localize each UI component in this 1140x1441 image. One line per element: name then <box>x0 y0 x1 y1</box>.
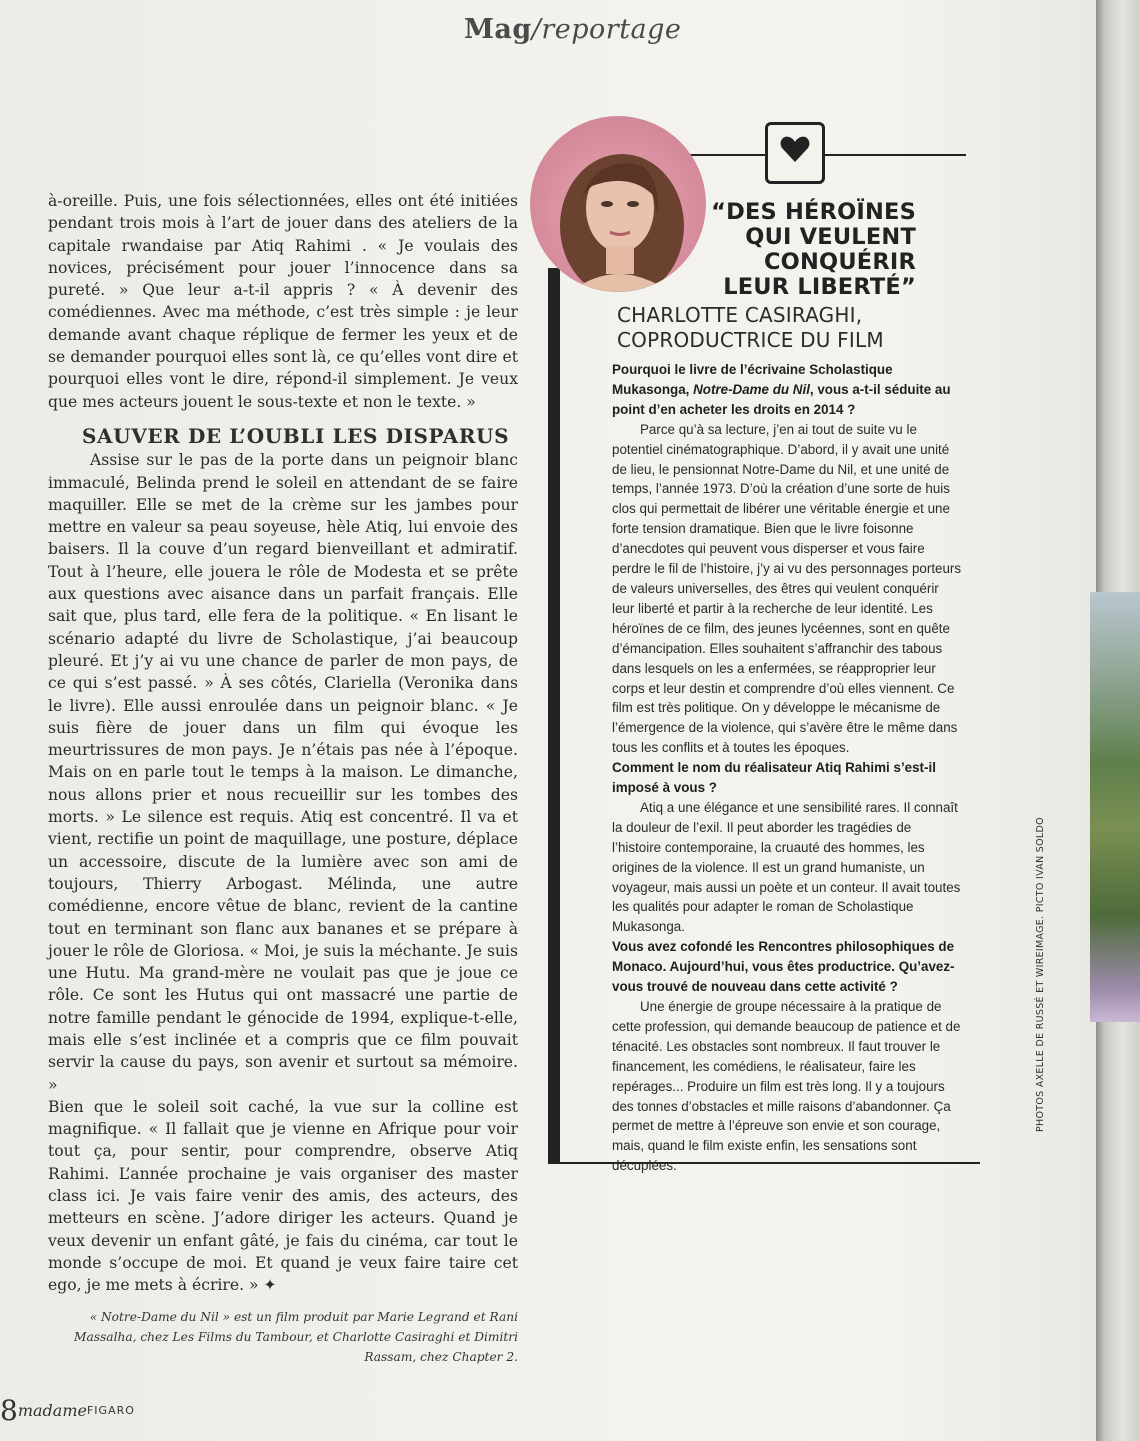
pull-quote-line-4: LEUR LIBERTÉ” <box>723 274 916 300</box>
byline-name: CHARLOTTE CASIRAGHI, <box>617 303 863 327</box>
article-paragraph-3: Bien que le soleil soit caché, la vue sur la colline est magnifique. « Il fallait que je vienne en Afrique pour voir tout ça, pour sentir, pour comprendre, observe Atiq Rahimi. L’année prochaine je vais organiser des master class ici. Je vais faire venir des amis, des acteurs, des metteurs en scène. J’adore diriger les acteurs. Quand je veux devenir un enfant gâté, je fais du cinéma, car tout le monde s’occupe de moi. Et quand je veux faire taire cet ego, je me mets à écrire. » ✦ <box>48 1097 518 1295</box>
article-subhead: SAUVER DE L’OUBLI LES DISPARUS <box>82 423 510 448</box>
brand-madame: madame <box>17 1401 87 1420</box>
question-1-part-a: Pourquoi le livre de l’écrivaine Scholastique Mukasonga, <box>612 362 893 397</box>
question-3: Vous avez cofondé les Rencontres philosophiques de Monaco. Aujourd’hui, vous êtes productrice. Qu’avez-vous trouvé de nouveau dans cette activité ? <box>612 939 955 995</box>
brand-figaro: FIGARO <box>86 1404 135 1417</box>
pull-quote-line-3: CONQUÉRIR <box>763 249 916 275</box>
page-number: 8 <box>0 1394 18 1427</box>
question-1-book-title: Notre-Dame du Nil <box>693 381 810 397</box>
header-prefix: Mag <box>464 14 532 45</box>
pull-quote-line-1: “DES HÉROÏNES <box>711 199 916 225</box>
heart-badge <box>765 122 825 184</box>
interviewee-byline <box>617 303 907 353</box>
pull-quote-line-2: QUI VEULENT <box>745 224 916 250</box>
article-paragraph-1: à-oreille. Puis, une fois sélectionnées, elles ont été initiées pendant trois mois à l’art de jouer dans des ateliers de la capitale rwandaise par Atiq Rahimi . « Je voulais des novices, précisément pour jouer l’innocence dans sa pureté. » Que leur a-t-il appris ? « À devenir des comédiennes. Avec ma méthode, c’est très simple : je leur demande avant chaque réplique de fermer les yeux et de se demander pourquoi elles sont là, ce qu’elles vont dire et pourquoi elles vont le dire, répond-il simplement. Je veux que mes acteurs jouent le sous-texte et non le texte. » <box>48 192 518 411</box>
answer-3: Une énergie de groupe nécessaire à la pratique de cette profession, qui demande beaucoup de patience et de ténacité. Les obstacles sont nombreux. Il faut trouver le financement, les comédiens, le réalisateur, faire les repérages... Produire un film est très long. Il y a toujours des tonnes d’obstacles et mille raisons d’abandonner. Ça permet de mettre à l’épreuve son envie et son courage, mais, quand le film existe enfin, les sensations sont décuplées. <box>612 999 961 1174</box>
answer-2: Atiq a une élégance et une sensibilité rares. Il connaît la douleur de l’exil. Il peut aborder les tragédies de l’histoire contemporaine, la cruauté des hommes, les origines de la violence. Il est un grand humaniste, un voyageur, mais aussi un poète et un conteur. Il avait toutes les qualités pour adapter le roman de Scholastique Mukasonga. <box>612 799 961 935</box>
answer-1: Parce qu’à sa lecture, j’en ai tout de suite vu le potentiel cinématographique. D’abord, il y avait une unité de lieu, le pensionnat Notre-Dame du Nil, et une unité de temps, l’année 1973. D’où la création d’une sorte de huis clos qui permettait de libérer une véritable énergie et une forte tension dramatique. Bien que le livre foisonne d’anecdotes qui peuvent vous disperser et vous faire perdre le fil de l’histoire, j’y ai vu des personnages porteurs de valeurs universelles, des êtres qui veulent conquérir leur liberté et partir à la recherche de leur identité. Les héroïnes de ce film, des jeunes lycéennes, sont en quête d’émancipation. Elles souhaitent s’affranchir des tabous dans lesquels on les a enfermées, se réapproprier leur corps et leur destin et comprendre d’où elles viennent. Ce film est très politique. On y développe le mécanisme de l’émergence de la violence, qui s’avère être le même dans tous les conflits et à toutes les époques. <box>612 421 962 756</box>
page-footer <box>0 1394 135 1427</box>
question-1-part-b: , vous a-t-il séduite au point d’en acheter les droits en 2014 ? <box>612 381 951 417</box>
next-page-photo-edge <box>1090 592 1140 1022</box>
header-section: reportage <box>541 14 682 45</box>
top-rule <box>690 154 966 156</box>
question-2: Comment le nom du réalisateur Atiq Rahimi s’est-il imposé à vous ? <box>612 760 936 796</box>
pull-quote <box>660 200 916 300</box>
question-1 <box>612 360 964 420</box>
heart-icon <box>780 135 810 163</box>
article-body <box>48 190 518 1367</box>
header-separator: / <box>531 14 542 45</box>
photo-credit: PHOTOS AXELLE DE RUSSÉ ET WIREIMAGE. PICTO IVAN SOLDO <box>1035 817 1046 1132</box>
section-header <box>464 14 681 45</box>
byline-role: COPRODUCTRICE DU FILM <box>617 328 884 352</box>
film-credit-note: « Notre-Dame du Nil » est un film produit par Marie Legrand et Rani Massalha, chez Les Films du Tambour, et Charlotte Casiraghi et Dimitri Rassam, chez Chapter 2. <box>74 1309 518 1364</box>
interview-text <box>612 360 964 1176</box>
article-paragraph-2: Assise sur le pas de la porte dans un peignoir blanc immaculé, Belinda prend le soleil en attendant de se faire maquiller. Elle se met de la crème sur les jambes pour mettre en valeur sa peau soyeuse, hèle Atiq, lui envoie des baisers. Il la couve d’un regard bienveillant et admiratif. Tout à l’heure, elle jouera le rôle de Modesta et se prête aux questions avec aisance dans un parfait français. Elle sait que, plus tard, elle fera de la politique. « En lisant le scénario adapté du livre de Scholastique, j’ai beaucoup pleuré. Et j’y ai vu une chance de parler de mon pays, de ce qui s’est passé. » À ses côtés, Clariella (Veronika dans le livre). Elle aussi enroulée dans un peignoir blanc. « Je suis fière de jouer dans un film qui évoque les meurtrissures de mon pays. Je n’étais pas née à l’époque. Mais on en parle tout le temps à la maison. Le dimanche, nous allons prier et nous recueillir sur les tombes des morts. » Le silence est requis. Atiq est concentré. Il va et vient, rectifie un point de maquillage, une posture, déplace un accessoire, discute de la lumière avec son ami de toujours, Thierry Arbogast. Mélinda, une autre comédienne, encore vêtue de blanc, revient de la cantine tout en terminant son flanc aux bananes et se prépare à jouer le rôle de Gloriosa. « Moi, je suis la méchante. Je suis une Hutu. Ma grand-mère ne voulait pas que je joue ce rôle. Ce sont les Hutus qui ont massacré une partie de notre famille pendant le génocide de 1994, explique-t-elle, mais elle s’est inclinée et a compris que ce film pouvait servir la cause du pays, son avenir et surtout sa mémoire. » <box>48 451 518 1094</box>
